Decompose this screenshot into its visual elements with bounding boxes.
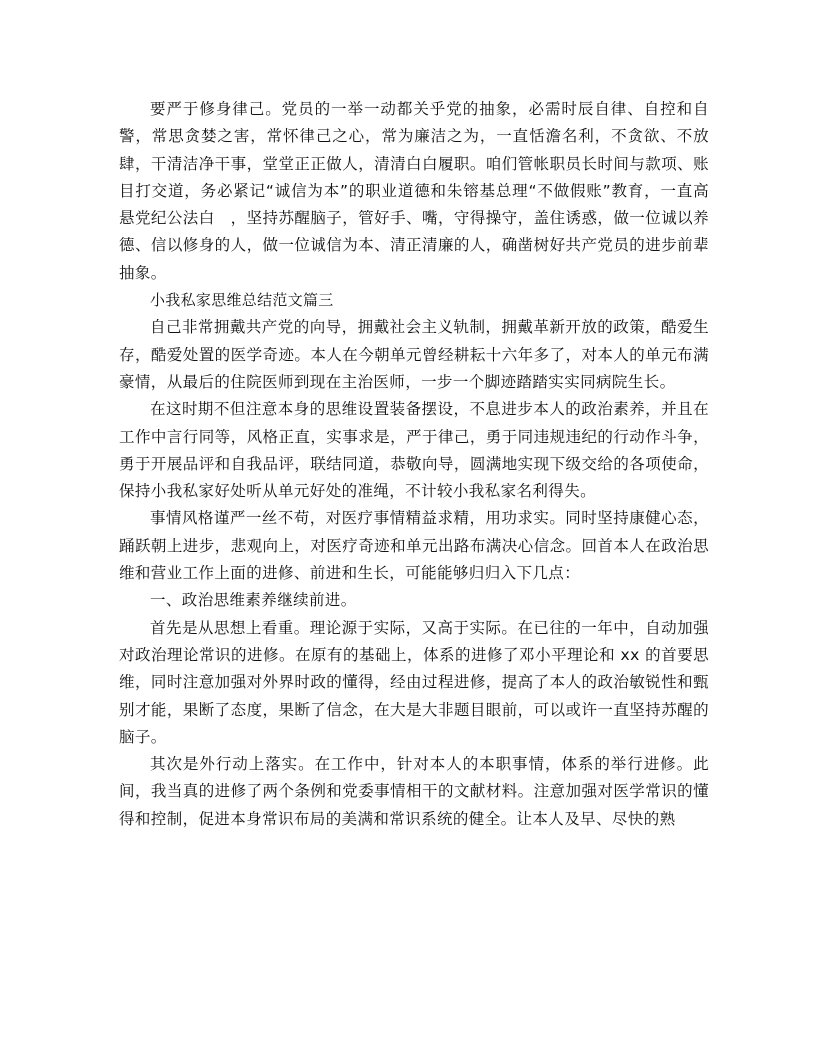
paragraph-thought-emphasis: 首先是从思想上看重。理论源于实际，又高于实际。在已往的一年中，自动加强对政治理论常识的进修。在原有的基础上，体系的进修了邓小平理论和 xx 的首要思维，同时注意加强对外界时政的懂得，经由过程进修，提高了本人的政治敏锐性和甄别才能，果断了态度，果断了信念，在大是大非题目眼前，可以或许一直坚持苏醒的脑子。	[119, 618, 709, 746]
paragraph-action-implementation: 其次是外行动上落实。在工作中，针对本人的本职事情，体系的举行进修。此间，我当真的进修了两个条例和党委事情相干的文献材料。注意加强对医学常识的懂得和控制，促进本身常识布局的美满和常识系统的健全。让本人及早、尽快的熟	[119, 755, 709, 828]
paragraph-self-discipline: 要严于修身律己。党员的一举一动都关乎党的抽象，必需时辰自律、自控和自警，常思贪婪之害，常怀律己之心，常为廉洁之为，一直恬澹名利，不贪欲、不放肆，干清洁净干事，堂堂正正做人，清清白白履职。咱们管帐职员长时间与款项、账目打交道，务必紧记“诚信为本”的职业道德和朱镕基总理“不做假账”教育，一直高悬党纪公法白 ，坚持苏醒脑子，管好手、嘴，守得操守，盖住诱惑，做一位诚以养德、信以修身的人，做一位诚信为本、清正清廉的人，确凿树好共产党员的进步前辈抽象。	[119, 100, 709, 282]
document-page	[119, 96, 709, 833]
paragraph-support-party: 自己非常拥戴共产党的向导，拥戴社会主义轨制，拥戴革新开放的政策，酷爱生存，酷爱处置的医学奇迹。本人在今朝单元曾经耕耘十六年多了，对本人的单元布满豪情，从最后的住院医师到现在主治医师，一步一个脚迹踏踏实实同病院生长。	[119, 318, 709, 391]
paragraph-ideology-building: 在这时期不但注意本身的思维设置装备摆设，不息进步本人的政治素养，并且在工作中言行同等，风格正直，实事求是，严于律己，勇于同违规违纪的行动作斗争，勇于开展品评和自我品评，联结同道，恭敬向导，圆满地实现下级交给的各项使命，保持小我私家好处听从单元好处的准绳，不计较小我私家名利得失。	[119, 400, 709, 501]
section-heading: 小我私家思维总结范文篇三	[150, 291, 334, 310]
subheading-political-quality: 一、政治思维素养继续前进。	[150, 591, 357, 610]
paragraph-work-style: 事情风格谨严一丝不苟，对医疗事情精益求精，用功求实。同时坚持康健心态，踊跃朝上进步，悲观向上，对医疗奇迹和单元出路布满决心信念。回首本人在政治思维和营业工作上面的进修、前进和生长，可能能够归归入下几点：	[119, 509, 709, 583]
